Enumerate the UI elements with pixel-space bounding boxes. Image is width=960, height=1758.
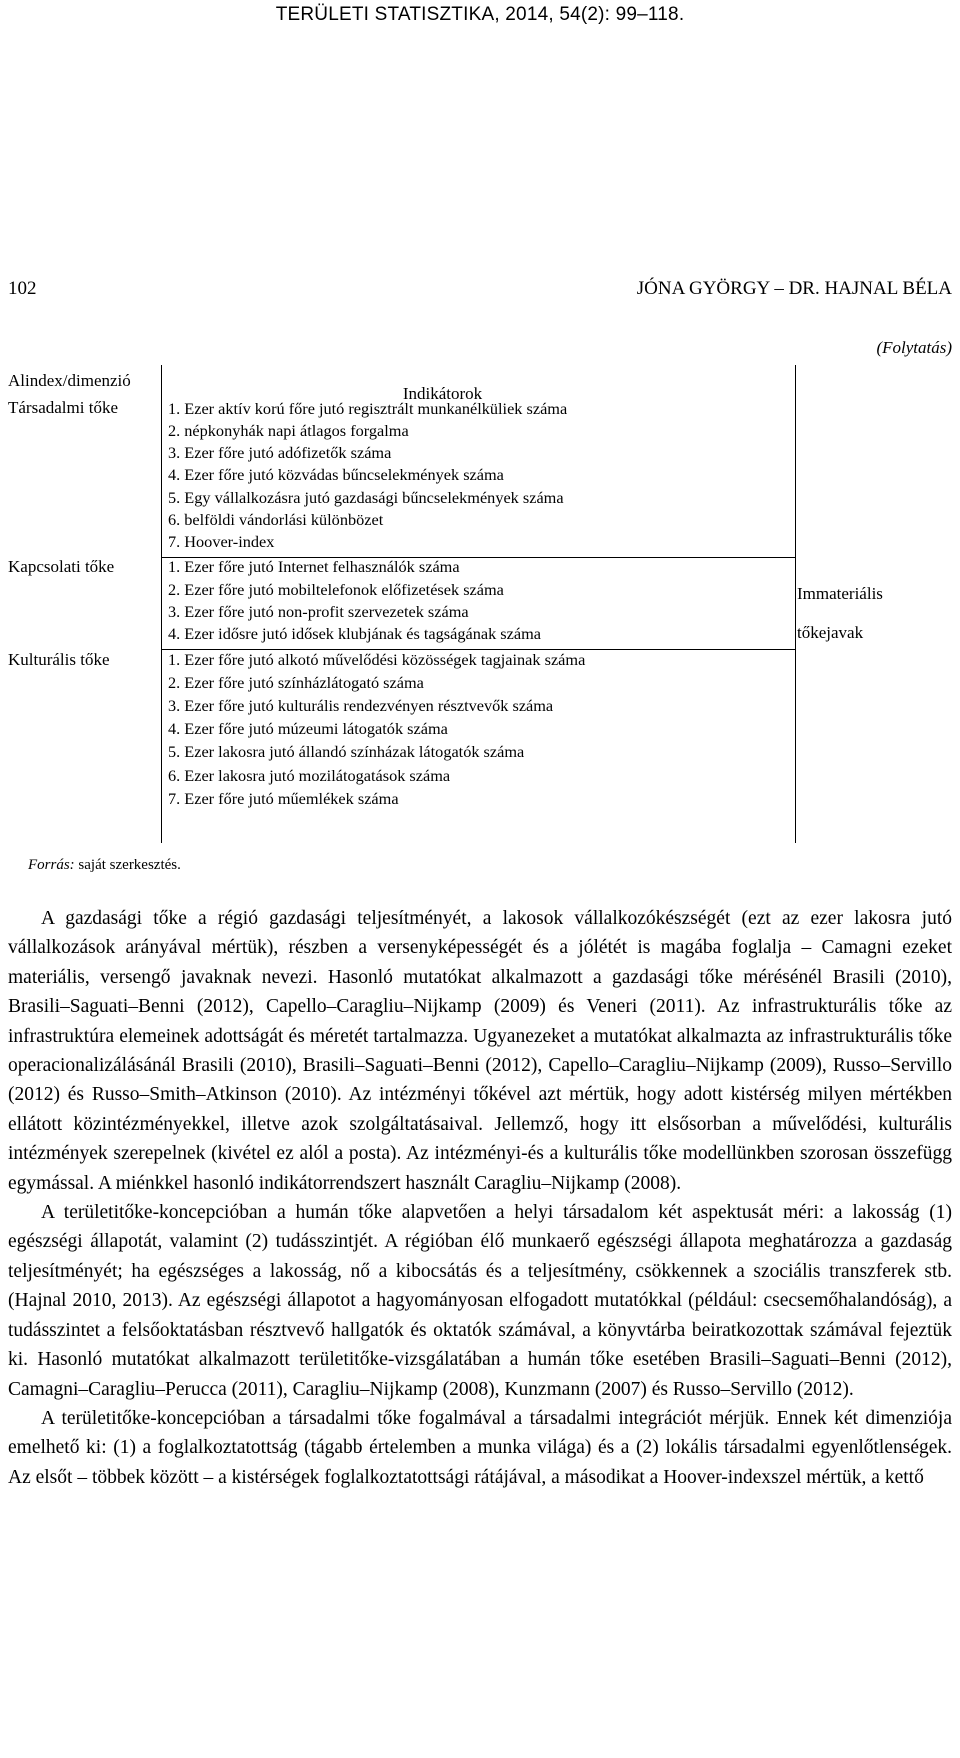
indicator-row: 6. Ezer lakosra jutó mozilátogatások száma bbox=[168, 766, 451, 785]
indicator-row: 1. Ezer aktív korú főre jutó regisztrált munkanélküliek száma bbox=[168, 399, 568, 418]
source-text: saját szerkesztés. bbox=[74, 857, 181, 873]
indicator-row: 2. Ezer főre jutó mobiltelefonok előfizetések száma bbox=[168, 580, 504, 599]
dimension-label: Kulturális tőke bbox=[8, 650, 110, 669]
running-title: JÓNA GYÖRGY – DR. HAJNAL BÉLA bbox=[636, 278, 952, 299]
indicator-row: 5. Ezer lakosra jutó állandó színházak látogatók száma bbox=[168, 742, 525, 761]
indicator-row: 3. Ezer főre jutó adófizetők száma bbox=[168, 443, 392, 462]
table-divider-left bbox=[161, 365, 162, 843]
page-number: 102 bbox=[8, 278, 37, 299]
indicator-row: 4. Ezer főre jutó múzeumi látogatók száma bbox=[168, 719, 448, 738]
indicator-row: 4. Ezer idősre jutó idősek klubjának és tagságának száma bbox=[168, 624, 541, 643]
table-source bbox=[28, 857, 181, 874]
indicator-row: 3. Ezer főre jutó non-profit szervezetek száma bbox=[168, 602, 469, 621]
journal-header: TERÜLETI STATISZTIKA, 2014, 54(2): 99–118. bbox=[275, 4, 685, 25]
category-label: Immateriális bbox=[797, 584, 883, 603]
paragraph: A területitőke-koncepcióban a társadalmi tőke fogalmával a társadalmi integrációt mérjük. Ennek két dimenziója emelhető ki: (1) a foglalkoztatottság (tágabb értelemben a munka világa) és a (2) lokális társadalmi egyenlőtlenségek. Az elsőt – többek között – a kistérségek foglalkoztatottsági rátájával, a másodikat a Hoover-indexszel mértük, a kettő bbox=[8, 1407, 952, 1488]
indicator-row: 5. Egy vállalkozásra jutó gazdasági bűncselekmények száma bbox=[168, 488, 564, 507]
indicator-row: 4. Ezer főre jutó közvádas bűncselekmények száma bbox=[168, 465, 504, 484]
dimension-label: Kapcsolati tőke bbox=[8, 557, 115, 576]
category-label: tőkejavak bbox=[797, 623, 864, 642]
indicator-row: 6. belföldi vándorlási különbözet bbox=[168, 510, 384, 529]
indicator-row: 7. Hoover-index bbox=[168, 532, 275, 551]
dimension-label: Társadalmi tőke bbox=[8, 398, 118, 417]
table-header-dimension: Alindex/dimenzió bbox=[8, 371, 131, 390]
table-continuation-label: (Folytatás) bbox=[876, 338, 952, 357]
paragraph: A gazdasági tőke a régió gazdasági teljesítményét, a lakosok vállalkozókészségét (ezt az ezer lakosra jutó vállalkozások arányával mértük), részben a versenyképességét és a jólétét is magába foglalja – Camagni ezeket materiális, versengő javaknak nevezi. Hasonló mutatókat alkalmazott a gazdasági tőke mérésénél Brasili (2010), Brasili–Saguati–Benni (2012), Capello–Caragliu–Nijkamp (2009) és Veneri (2011). Az infrastrukturális tőke az infrastruktúra elemeinek adottságát és méretét tartalmazza. Ugyanezeket a mutatókat alkalmazta az infrastrukturális tőke operacionalizálásánál Brasili (2010), Brasili–Saguati–Benni (2012), Capello–Caragliu–Nijkamp (2009), Russo–Servillo (2012) és Russo–Smith–Atkinson (2010). Az intézményi tőkével azt mértük, hogy adott kistérség milyen mértékben ellátott közintézményekkel, illetve azok szolgáltatásaival. Jellemző, hogy itt elsősorban a művelődési, kulturális intézmények szerepelnek (kivétel ez alól a posta). Az intézményi-és a kulturális tőke modellünkben szorosan összefügg egymással. A miénkkel hasonló indikátorrendszert használt Caragliu–Nijkamp (2008). bbox=[8, 908, 952, 1194]
indicator-row: 2. népkonyhák napi átlagos forgalma bbox=[168, 421, 409, 440]
indicator-row: 1. Ezer főre jutó alkotó művelődési közösségek tagjainak száma bbox=[168, 650, 586, 669]
body-text bbox=[8, 904, 952, 1492]
table-divider-right bbox=[795, 365, 796, 843]
source-label: Forrás: bbox=[28, 857, 75, 873]
paragraph: A területitőke-koncepcióban a humán tőke alapvetően a helyi társadalom két aspektusát méri: a lakosság (1) egészségi állapotát, valamint (2) tudásszintjét. A régióban élő munkaerő egészségi állapota meghatározza a gazdaság teljesítményét; ha egészséges a lakosság, nő a kibocsátás és a teljesítmény, csökkennek a szociális transzferek stb. (Hajnal 2010, 2013). Az egészségi állapotot a hagyományosan elfogadott mutatókkal (például: csecsemőhalandóság), a tudásszintet a felsőoktatásban résztvevő hallgatók és oktatók számával, a könyvtárba beiratkozottak számával fejeztük ki. Hasonló mutatókat alkalmazott területitőke-vizsgálatában a humán tőke esetében Brasili–Saguati–Benni (2012), Camagni–Caragliu–Perucca (2011), Caragliu–Nijkamp (2008), Kunzmann (2007) és Russo–Servillo (2012). bbox=[8, 1202, 952, 1400]
indicator-row: 1. Ezer főre jutó Internet felhasználók száma bbox=[168, 557, 460, 576]
indicator-row: 7. Ezer főre jutó műemlékek száma bbox=[168, 789, 399, 808]
table-header-indicators: Indikátorok bbox=[402, 384, 483, 403]
indicator-row: 3. Ezer főre jutó kulturális rendezvényen résztvevők száma bbox=[168, 696, 554, 715]
indicator-row: 2. Ezer főre jutó színházlátogató száma bbox=[168, 673, 424, 692]
